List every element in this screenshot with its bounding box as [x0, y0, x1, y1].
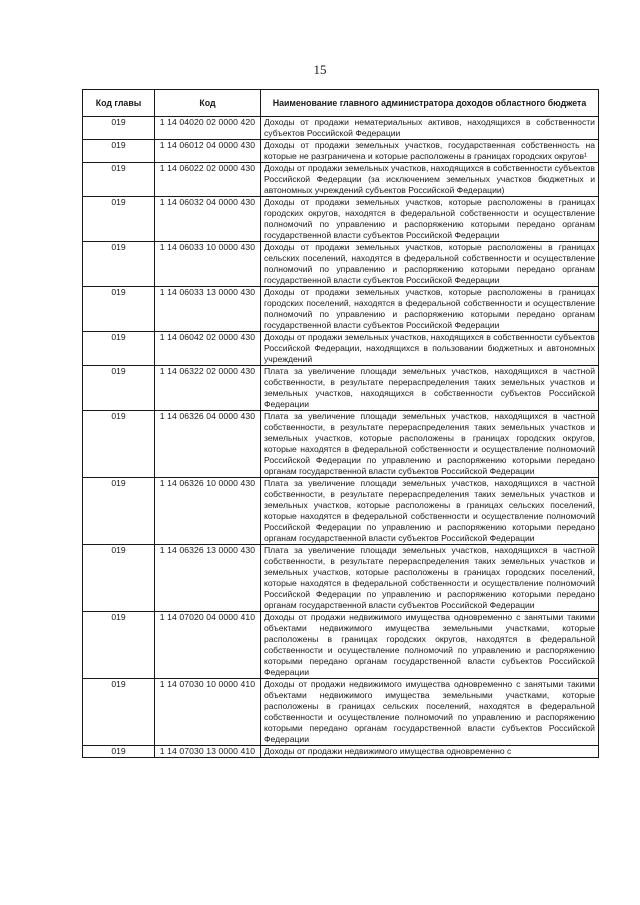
chapter-code-cell: 019: [83, 411, 155, 478]
chapter-code-cell: 019: [83, 366, 155, 411]
revenue-name-cell: Доходы от продажи земельных участков, которые расположены в границах городских поселений, находятся в федеральной собственности и осуществление полномочий по управлению и распоряжению которыми передано органам государственной власти субъектов Российской Федерации: [261, 287, 599, 332]
table-body: [83, 117, 599, 758]
revenue-name-cell: Плата за увеличение площади земельных участков, находящихся в частной собственности, в результате перераспределения таких земельных участков и земельных участков, которые расположены в границах сельских поселений, которые находятся в федеральной собственности и осуществление полномочий Российской Федерации по управлению и распоряжению которыми передано органам государственной власти субъектов Российской Федерации: [261, 478, 599, 545]
table-row: [83, 366, 599, 411]
chapter-code-cell: 019: [83, 140, 155, 163]
chapter-code-cell: 019: [83, 612, 155, 679]
table-row: [83, 478, 599, 545]
revenue-name-cell: Плата за увеличение площади земельных участков, находящихся в частной собственности, в результате перераспределения таких земельных участков и земельных участков, находящихся в собственности субъектов Российской Федерации: [261, 366, 599, 411]
table-row: [83, 746, 599, 758]
table-row: [83, 545, 599, 612]
revenue-name-cell: Доходы от продажи недвижимого имущества одновременно с занятыми такими объектами недвижимого имущества земельными участками, которые расположены в границах городских округов, находятся в федеральной собственности и осуществление полномочий по управлению и распоряжению которыми передано органам государственной власти субъектов Российской Федерации: [261, 612, 599, 679]
table-row: [83, 287, 599, 332]
table-row: [83, 242, 599, 287]
revenue-name-cell: Доходы от продажи земельных участков, государственная собственность на которые не разграничена и которые расположены в границах городских округов¹: [261, 140, 599, 163]
chapter-code-cell: 019: [83, 679, 155, 746]
revenue-code-cell: 1 14 04020 02 0000 420: [155, 117, 261, 140]
revenue-code-cell: 1 14 06033 10 0000 430: [155, 242, 261, 287]
table-row: [83, 117, 599, 140]
table-header-row: [83, 90, 599, 117]
page-number: 15: [313, 62, 327, 77]
table-row: [83, 140, 599, 163]
table-row: [83, 163, 599, 197]
column-header-chapter-code: Код главы: [83, 90, 155, 117]
revenue-code-cell: 1 14 06326 13 0000 430: [155, 545, 261, 612]
revenue-code-cell: 1 14 06033 13 0000 430: [155, 287, 261, 332]
revenue-name-cell: Плата за увеличение площади земельных участков, находящихся в частной собственности, в результате перераспределения таких земельных участков и земельных участков, которые расположены в границах городских поселений, которые находятся в федеральной собственности и осуществление полномочий Российской Федерации по управлению и распоряжению которыми передано органам государственной власти субъектов Российской Федерации: [261, 545, 599, 612]
chapter-code-cell: 019: [83, 117, 155, 140]
revenue-name-cell: Доходы от продажи недвижимого имущества одновременно с занятыми такими объектами недвижимого имущества земельными участками, которые расположены в границах сельских поселений, находятся в федеральной собственности и осуществление полномочий по управлению и распоряжению которыми передано органам государственной власти субъектов Российской Федерации: [261, 679, 599, 746]
revenue-code-cell: 1 14 07020 04 0000 410: [155, 612, 261, 679]
chapter-code-cell: 019: [83, 545, 155, 612]
revenue-name-cell: Доходы от продажи земельных участков, которые расположены в границах сельских поселений, находятся в федеральной собственности и осуществление полномочий по управлению и распоряжению которыми передано органам государственной власти субъектов Российской Федерации: [261, 242, 599, 287]
revenue-name-cell: Доходы от продажи нематериальных активов, находящихся в собственности субъектов Российской Федерации: [261, 117, 599, 140]
revenue-name-cell: Доходы от продажи земельных участков, находящихся в собственности субъектов Российской Федерации, находящихся в пользовании бюджетных и автономных учреждений: [261, 332, 599, 366]
chapter-code-cell: 019: [83, 163, 155, 197]
chapter-code-cell: 019: [83, 478, 155, 545]
table-row: [83, 411, 599, 478]
table-row: [83, 612, 599, 679]
revenue-name-cell: Доходы от продажи недвижимого имущества одновременно с: [261, 746, 599, 758]
chapter-code-cell: 019: [83, 287, 155, 332]
column-header-name: Наименование главного администратора доходов областного бюджета: [261, 90, 599, 117]
chapter-code-cell: 019: [83, 242, 155, 287]
column-header-code: Код: [155, 90, 261, 117]
revenue-code-cell: 1 14 06326 10 0000 430: [155, 478, 261, 545]
revenue-code-cell: 1 14 07030 13 0000 410: [155, 746, 261, 758]
revenue-name-cell: Доходы от продажи земельных участков, находящихся в собственности субъектов Российской Федерации (за исключением земельных участков бюджетных и автономных учреждений субъектов Российской Федерации): [261, 163, 599, 197]
chapter-code-cell: 019: [83, 332, 155, 366]
chapter-code-cell: 019: [83, 197, 155, 242]
revenue-code-cell: 1 14 06042 02 0000 430: [155, 332, 261, 366]
revenue-administrators-table: [82, 89, 599, 758]
revenue-code-cell: 1 14 06022 02 0000 430: [155, 163, 261, 197]
revenue-name-cell: Плата за увеличение площади земельных участков, находящихся в частной собственности, в результате перераспределения таких земельных участков и земельных участков, которые расположены в границах городских округов, которые находятся в федеральной собственности и осуществление полномочий Российской Федерации по управлению и распоряжению которыми передано органам государственной власти субъектов Российской Федерации: [261, 411, 599, 478]
table-row: [83, 679, 599, 746]
table-row: [83, 197, 599, 242]
revenue-code-cell: 1 14 06032 04 0000 430: [155, 197, 261, 242]
revenue-code-cell: 1 14 07030 10 0000 410: [155, 679, 261, 746]
chapter-code-cell: 019: [83, 746, 155, 758]
revenue-code-cell: 1 14 06322 02 0000 430: [155, 366, 261, 411]
revenue-code-cell: 1 14 06326 04 0000 430: [155, 411, 261, 478]
revenue-name-cell: Доходы от продажи земельных участков, которые расположены в границах городских округов, находятся в федеральной собственности и осуществление полномочий по управлению и распоряжению которыми передано органам государственной власти субъектов Российской Федерации: [261, 197, 599, 242]
table-row: [83, 332, 599, 366]
revenue-code-cell: 1 14 06012 04 0000 430: [155, 140, 261, 163]
